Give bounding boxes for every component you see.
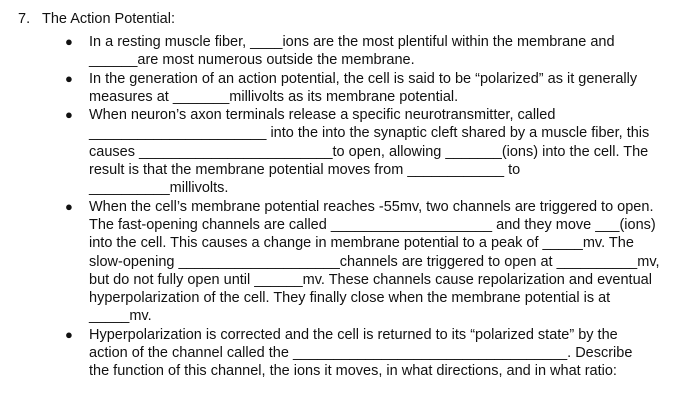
bullet-line: When the cell’s membrane potential reaches -55mv, two channels are triggered to open.: [89, 198, 654, 215]
bullet-line: In a resting muscle fiber, ____ions are the most plentiful within the membrane and: [89, 34, 615, 50]
bullet-item-4: [65, 198, 671, 326]
bullet-item-2: [65, 70, 671, 107]
bullet-line: The fast-opening channels are called ____________________ and they move ___(ions): [89, 216, 656, 233]
bullet-line: slow-opening ____________________channels are triggered to open at __________mv,: [89, 253, 660, 270]
bullet-line: _____mv.: [89, 308, 152, 325]
bullet-line: result is that the membrane potential moves from ____________ to: [89, 162, 521, 179]
bullet-dot-icon: ●: [65, 34, 73, 49]
bullet-item-1: [65, 33, 671, 70]
bullet-line: action of the channel called the __________________________________. Describe: [89, 345, 633, 362]
question-title: The Action Potential:: [42, 11, 175, 27]
bullet-line: into the cell. This causes a change in membrane potential to a peak of _____mv. The: [89, 235, 634, 252]
bullet-line: hyperpolarization of the cell. They finally close when the membrane potential is at: [89, 290, 611, 307]
bullet-item-3: [65, 106, 671, 197]
bullet-line: __________millivolts.: [89, 180, 229, 197]
bullet-dot-icon: ●: [65, 70, 73, 86]
question-heading: [18, 10, 175, 28]
bullet-line: but do not fully open until ______mv. These channels cause repolarization and eventual: [89, 271, 652, 288]
question-number: 7.: [18, 11, 31, 27]
bullet-dot-icon: ●: [65, 107, 73, 123]
bullet-line: ______________________ into the into the synaptic cleft shared by a muscle fiber, this: [89, 125, 650, 142]
bullet-line: ______are most numerous outside the membrane.: [89, 52, 415, 69]
bullet-line: When neuron’s axon terminals release a specific neurotransmitter, called: [89, 107, 556, 124]
bullet-line: causes ________________________to open, allowing _______(ions) into the cell. The: [89, 143, 649, 160]
bullet-line: measures at _______millivolts as its membrane potential.: [89, 88, 459, 105]
bullet-item-5: [65, 326, 671, 381]
bullet-dot-icon: ●: [65, 198, 73, 214]
bullet-dot-icon: ●: [65, 326, 73, 342]
bullet-line: Hyperpolarization is corrected and the cell is returned to its “polarized state” by the: [89, 326, 618, 343]
bullet-list: [65, 33, 671, 381]
bullet-line: the function of this channel, the ions it moves, in what directions, and in what ratio:: [89, 363, 617, 380]
bullet-line: In the generation of an action potential, the cell is said to be “polarized” as it generally: [89, 70, 638, 87]
